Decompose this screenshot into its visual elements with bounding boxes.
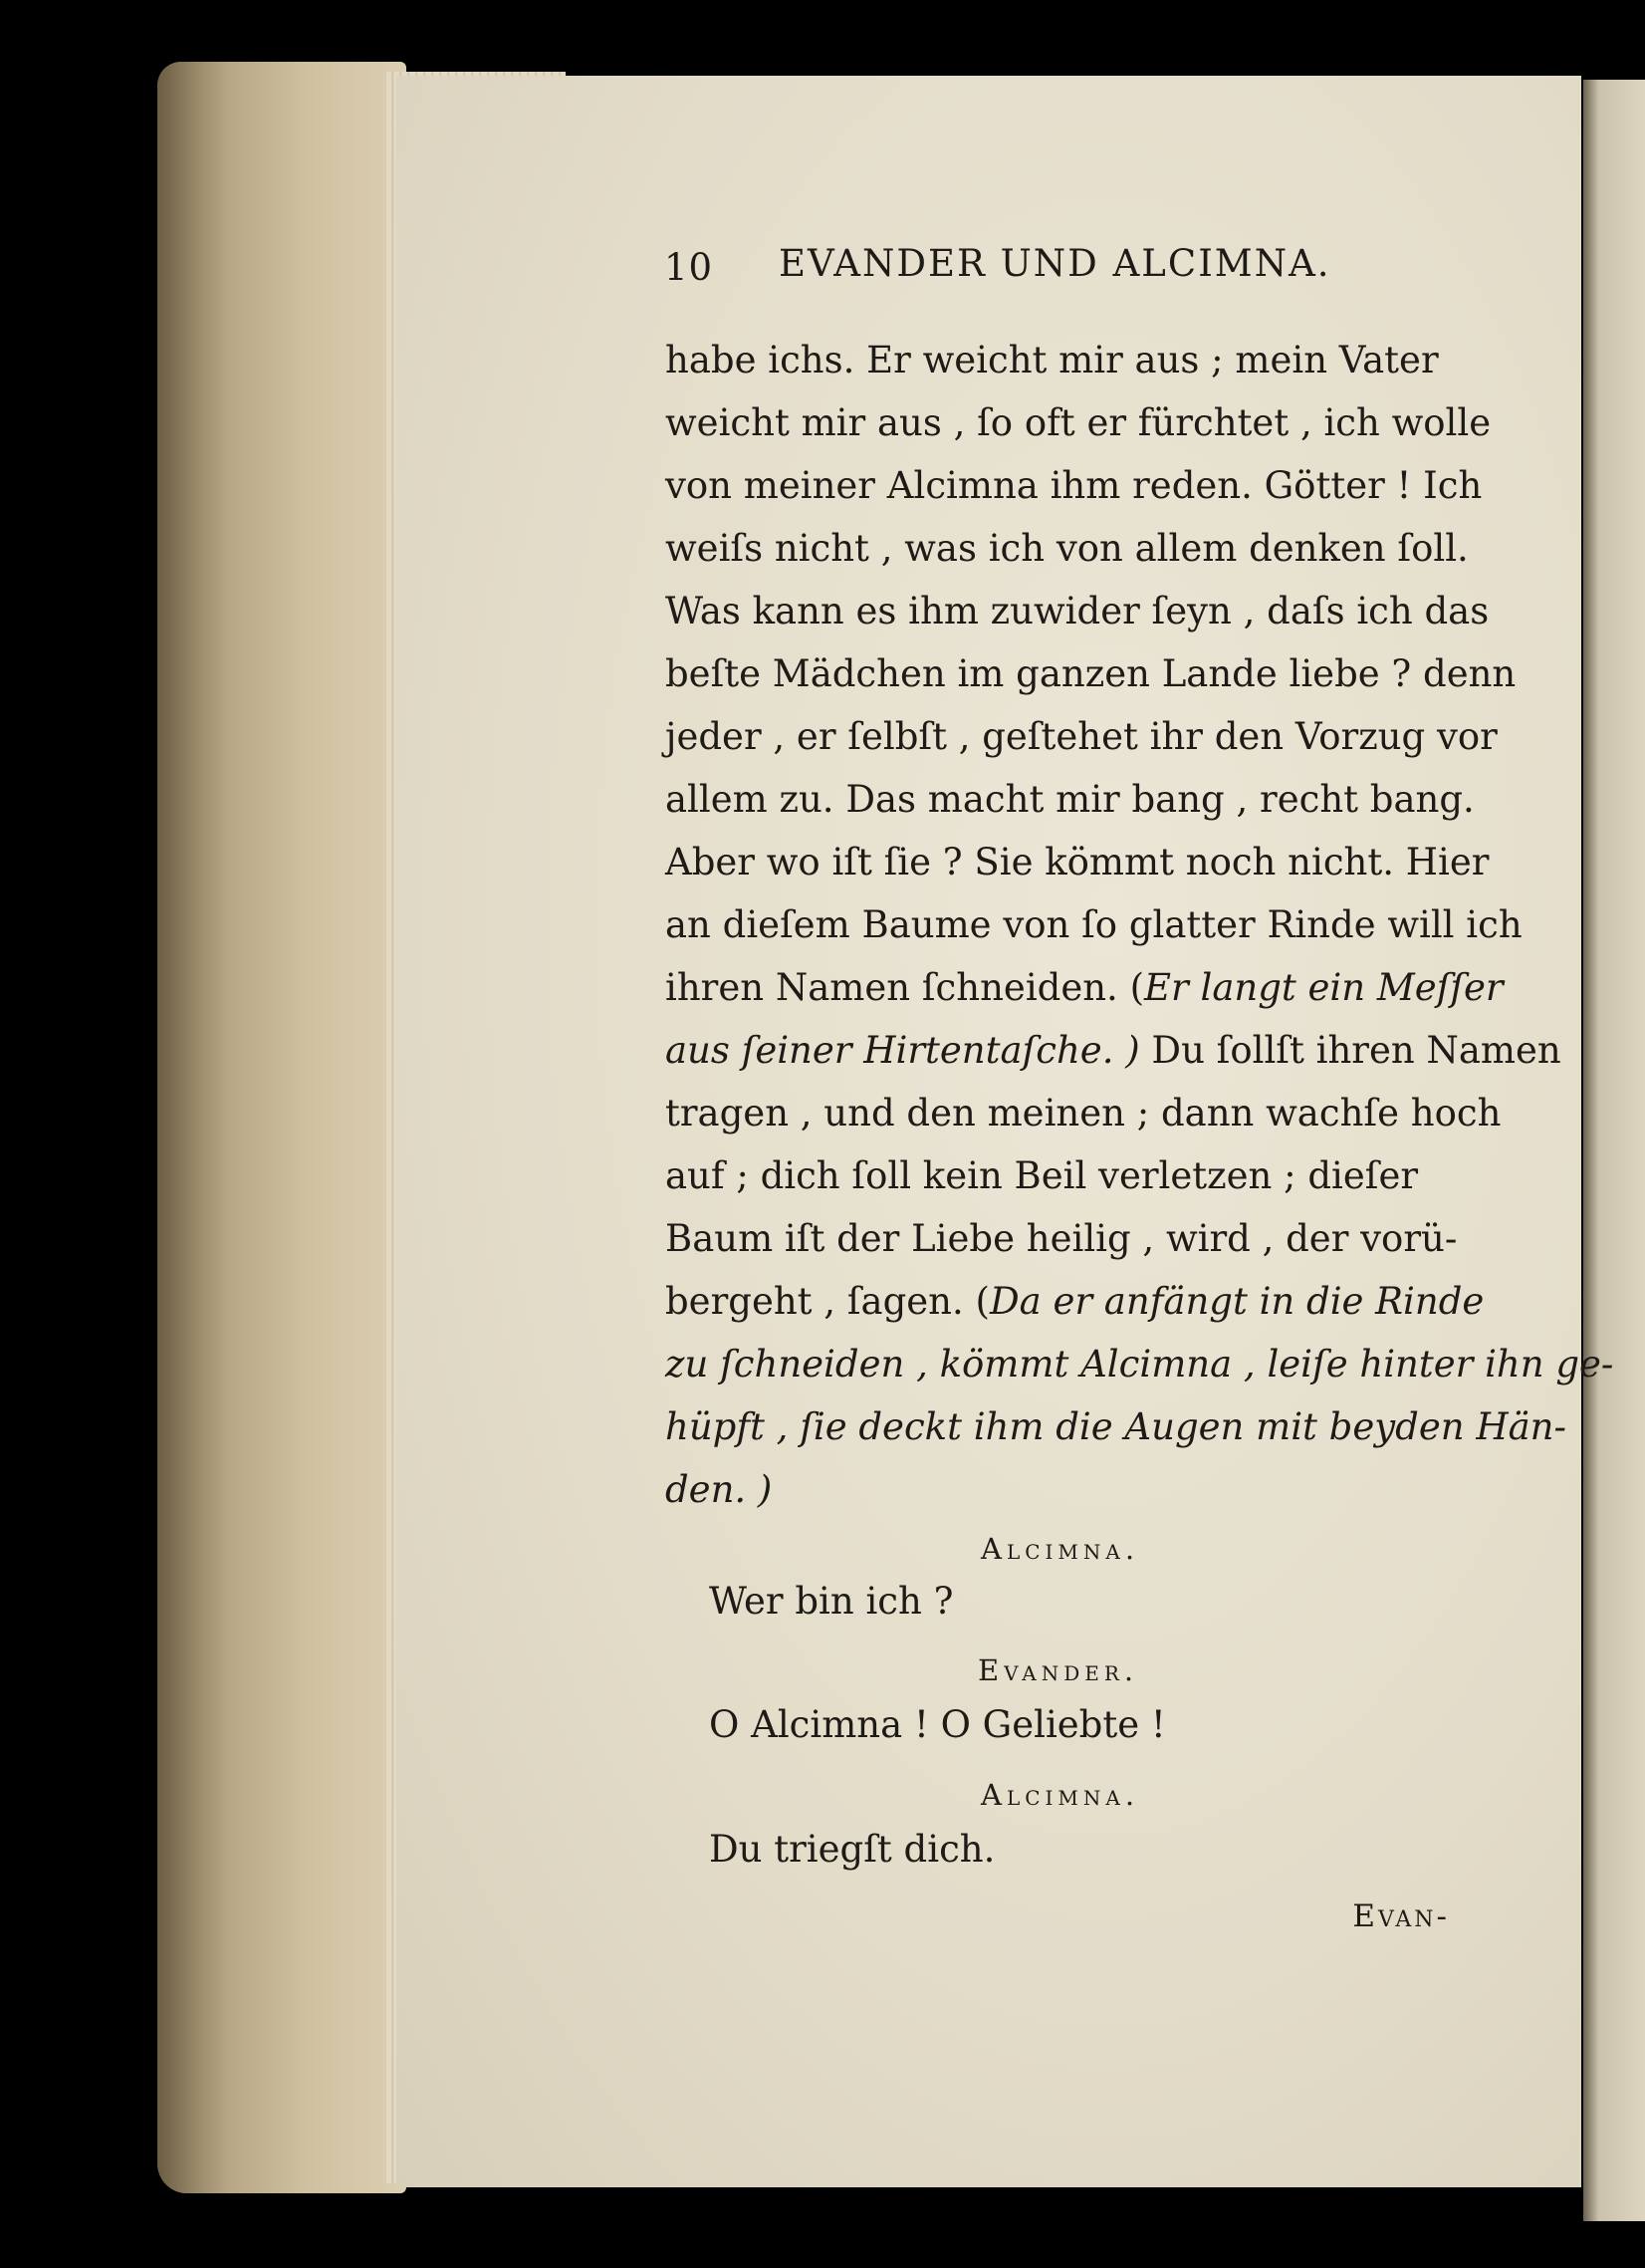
text-line	[665, 1019, 1561, 1082]
text-line: tragen , und den meinen ; dann wachſe hoch	[665, 1092, 1502, 1134]
text-line: jeder , er ſelbſt , geſtehet ihr den Vorzug vor	[665, 715, 1498, 758]
text-roman: ihren Namen ſchneiden. (	[665, 966, 1145, 1009]
catchword: Evan-	[1352, 1898, 1450, 1934]
page-number: 10	[664, 246, 714, 289]
stage-direction: aus ſeiner Hirtentaſche. )	[665, 1029, 1140, 1072]
text-line: allem zu. Das macht mir bang , recht bang.	[665, 778, 1475, 821]
text-line: an dieſem Baume von ſo glatter Rinde will ich	[665, 903, 1523, 946]
book-spine	[157, 62, 227, 2193]
text-line	[665, 1270, 1484, 1333]
text-line: Aber wo iſt ſie ? Sie kömmt noch nicht. Hier	[665, 841, 1490, 883]
text-roman: Du ſollſt ihren Namen	[1139, 1029, 1561, 1072]
book-block-edge	[157, 62, 406, 2193]
running-title: EVANDER UND ALCIMNA.	[779, 242, 1331, 285]
speaker-name: Alcimna.	[981, 1778, 1140, 1812]
text-line: Baum iſt der Liebe heilig , wird , der vorü-	[665, 1217, 1458, 1260]
text-line: beſte Mädchen im ganzen Lande liebe ? denn	[665, 652, 1517, 695]
stage-direction-line: den. )	[665, 1468, 773, 1511]
text-line: weiſs nicht , was ich von allem denken ſoll.	[665, 527, 1469, 570]
text-line: weicht mir aus , ſo oft er fürchtet , ich wolle	[665, 401, 1492, 444]
speaker-name: Evander.	[978, 1653, 1139, 1687]
speech-line: Wer bin ich ?	[709, 1580, 954, 1623]
speech-line: Du triegſt dich.	[709, 1828, 996, 1871]
facing-page-edge	[1583, 80, 1645, 2221]
stage-direction: Er langt ein Meſſer	[1144, 966, 1504, 1009]
stage-direction: Da er anfängt in die Rinde	[989, 1280, 1485, 1323]
text-line: Was kann es ihm zuwider ſeyn , daſs ich das	[665, 590, 1490, 632]
stage-direction-line: hüpft , ſie deckt ihm die Augen mit beyden Hän-	[665, 1405, 1567, 1448]
text-line	[665, 956, 1504, 1019]
text-line: habe ichs. Er weicht mir aus ; mein Vater	[665, 339, 1439, 381]
speaker-name: Alcimna.	[981, 1532, 1140, 1566]
text-line: von meiner Alcimna ihm reden. Götter ! Ich	[665, 464, 1483, 507]
text-roman: bergeht , ſagen. (	[665, 1280, 990, 1323]
text-line: auf ; dich ſoll kein Beil verletzen ; dieſer	[665, 1154, 1419, 1197]
stage-direction-line: zu ſchneiden , kömmt Alcimna , leiſe hinter ihn ge-	[665, 1343, 1614, 1386]
speech-line: O Alcimna ! O Geliebte !	[709, 1703, 1166, 1746]
